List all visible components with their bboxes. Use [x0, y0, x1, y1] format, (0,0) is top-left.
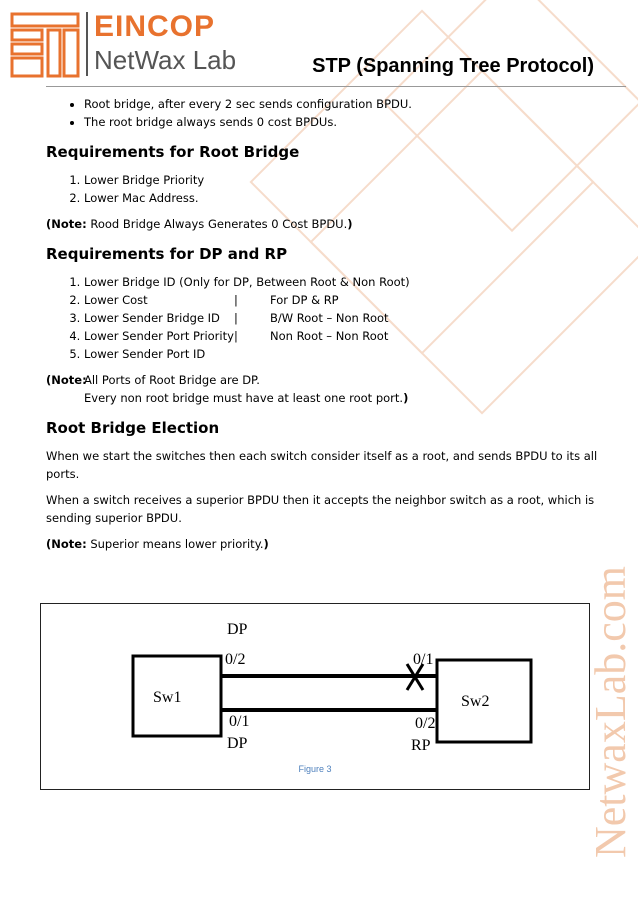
note-close: ): [263, 537, 269, 551]
note-label: (Note:: [46, 373, 87, 387]
note-line: All Ports of Root Bridge are DP.: [84, 373, 260, 387]
item-sep: |: [234, 293, 238, 307]
note-body: [84, 371, 408, 407]
bottom-dp-label: DP: [227, 735, 248, 752]
section-heading: Requirements for DP and RP: [46, 245, 288, 263]
logo-divider: [86, 12, 88, 76]
note-close: ): [403, 391, 409, 405]
intro-bullets: [46, 95, 598, 131]
watermark-text: NetwaxLab.com: [586, 566, 635, 858]
note: [46, 371, 598, 407]
figure-caption: Figure 3: [298, 764, 332, 774]
item-scope: Non Root – Non Root: [270, 329, 389, 343]
document-body: [46, 95, 598, 561]
bottom-rp-label: RP: [411, 737, 431, 754]
root-bridge-requirements: [46, 171, 598, 207]
logo-subtitle: NetWax Lab: [94, 45, 237, 75]
list-item: [84, 273, 598, 291]
paragraph: When a switch receives a superior BPDU then it accepts the neighbor switch as a root, which is sending superior BPDU.: [46, 493, 595, 525]
note-close: ): [347, 217, 353, 231]
list-item: • Root bridge, after every 2 sec sends configuration BPDU.: [84, 95, 598, 113]
top-dp-label: DP: [227, 621, 248, 638]
item-text: Lower Sender Port ID: [84, 347, 206, 361]
note: [46, 215, 598, 233]
dp-rp-requirements: [46, 273, 598, 363]
section-heading: Root Bridge Election: [46, 419, 220, 437]
sw1-label: Sw1: [153, 689, 182, 706]
item-text: Lower Sender Bridge ID: [84, 311, 220, 325]
figure-3: [40, 603, 590, 790]
item-sep: |: [234, 311, 238, 325]
note-label: (Note:: [46, 537, 87, 551]
stp-diagram: [41, 604, 589, 764]
note-label: (Note:: [46, 217, 87, 231]
item-scope: For DP & RP: [270, 293, 339, 307]
paragraph: When we start the switches then each switch consider itself as a root, and sends BPDU to its all ports.: [46, 449, 598, 481]
note-text: Rood Bridge Always Generates 0 Cost BPDU.: [86, 217, 348, 231]
list-item: [84, 345, 598, 363]
sw2-bottom-port: 0/2: [415, 715, 436, 732]
list-item: 1. Lower Bridge Priority: [84, 171, 598, 189]
page-title: STP (Spanning Tree Protocol): [312, 55, 594, 77]
list-item: [84, 309, 598, 327]
logo-icon: [10, 12, 80, 78]
sw1-top-port: 0/2: [225, 651, 246, 668]
logo-title: EINCOP: [94, 10, 216, 43]
sw1-bottom-port: 0/1: [229, 713, 250, 730]
list-item: [84, 327, 598, 345]
note-text: Superior means lower priority.: [86, 537, 264, 551]
item-sep: |: [234, 329, 238, 343]
note-line: Every non root bridge must have at least one root port.: [84, 391, 404, 405]
sw2-label: Sw2: [461, 693, 490, 710]
list-item: [84, 291, 598, 309]
list-item: • The root bridge always sends 0 cost BPDUs.: [84, 113, 598, 131]
page-header: [0, 0, 638, 90]
item-scope: B/W Root – Non Root: [270, 311, 389, 325]
header-rule: [46, 86, 626, 87]
item-text: Lower Bridge ID (Only for DP, Between Root & Non Root): [84, 275, 410, 289]
note: [46, 535, 598, 553]
list-item: 2. Lower Mac Address.: [84, 189, 598, 207]
item-text: Lower Cost: [84, 293, 148, 307]
item-text: Lower Sender Port Priority: [84, 329, 234, 343]
section-heading: Requirements for Root Bridge: [46, 143, 300, 161]
sw2-top-port: 0/1: [413, 651, 434, 668]
